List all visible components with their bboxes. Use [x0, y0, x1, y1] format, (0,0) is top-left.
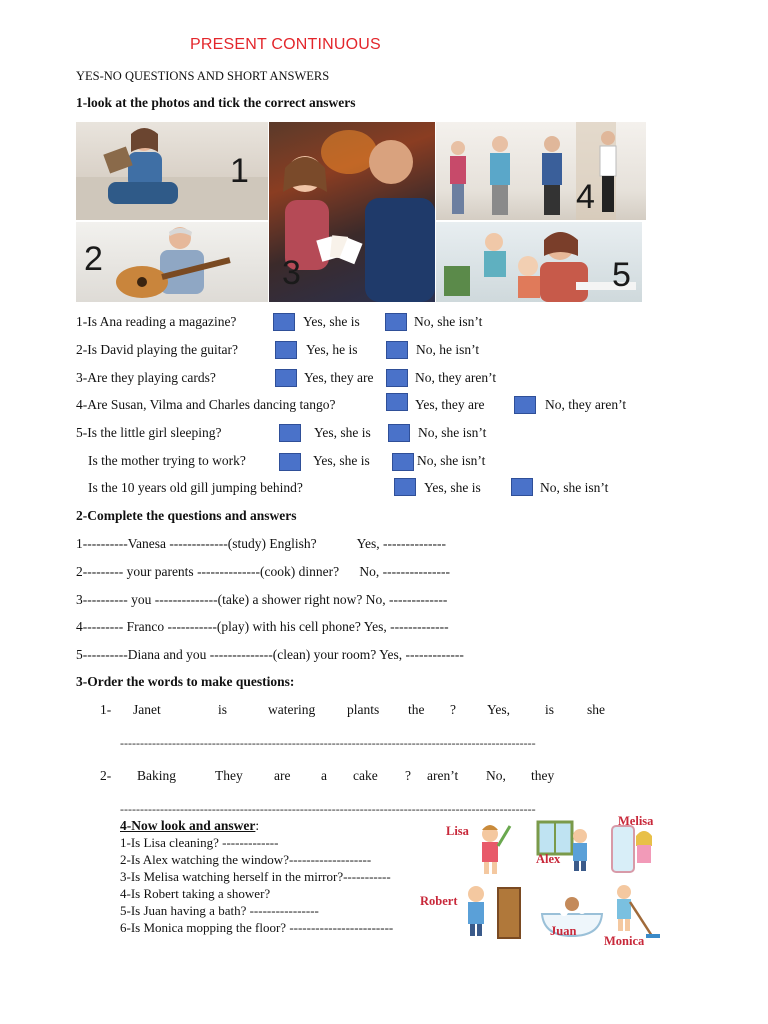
checkbox-q1-no[interactable] — [385, 313, 407, 331]
section4-heading-wrap — [120, 818, 259, 834]
word: a — [321, 768, 327, 783]
word: plants — [347, 702, 380, 717]
answer-q2-yes: Yes, he is — [306, 342, 358, 357]
answer-q5-yes: Yes, she is — [314, 425, 371, 440]
question-3: 3-Are they playing cards? — [76, 370, 216, 385]
answer-line-1[interactable]: -------------------------------------------------------------------------------------------------------- — [120, 736, 536, 750]
question-5: 5-Is the little girl sleeping? — [76, 425, 222, 440]
checkbox-q3-yes[interactable] — [275, 369, 297, 387]
answer-q2-no: No, he isn’t — [416, 342, 480, 357]
word: ? — [405, 768, 411, 783]
word: Janet — [133, 702, 161, 717]
photo-number-1: 1 — [230, 152, 249, 190]
answer-q6-no: No, she isn’t — [417, 453, 486, 468]
photo-man-guitar — [76, 222, 268, 302]
answer-q4-no: No, they aren’t — [545, 397, 627, 412]
question-6: Is the mother trying to work? — [88, 453, 246, 468]
checkbox-q5-no[interactable] — [388, 424, 410, 442]
look-question-5: 5-Is Juan having a bath? ---------------- — [120, 903, 319, 918]
chores-illustration — [414, 812, 678, 946]
checkbox-q5-yes[interactable] — [279, 424, 301, 442]
complete-line-3: 3---------- you --------------(take) a shower right now? No, ------------- — [76, 592, 448, 607]
page-subtitle: YES-NO QUESTIONS AND SHORT ANSWERS — [76, 69, 330, 83]
checkbox-q2-no[interactable] — [386, 341, 408, 359]
question-7: Is the 10 years old gill jumping behind? — [88, 480, 303, 495]
word: No, — [486, 768, 506, 783]
word: is — [545, 702, 555, 717]
answer-q1-no: No, she isn’t — [414, 314, 483, 329]
answer-q7-no: No, she isn’t — [540, 480, 609, 495]
section4-heading-colon: : — [255, 818, 260, 833]
label-juan: Juan — [550, 924, 577, 938]
answer-q7-yes: Yes, she is — [424, 480, 481, 495]
complete-line-1: 1----------Vanesa -------------(study) English? Yes, -------------- — [76, 536, 446, 551]
word: are — [274, 768, 291, 783]
checkbox-q7-yes[interactable] — [394, 478, 416, 496]
answer-q1-yes: Yes, she is — [303, 314, 360, 329]
label-alex: Alex — [536, 852, 561, 866]
look-question-2: 2-Is Alex watching the window?------------------- — [120, 852, 372, 867]
answer-q6-yes: Yes, she is — [313, 453, 370, 468]
look-question-1: 1-Is Lisa cleaning? ------------- — [120, 835, 279, 850]
word: watering — [268, 702, 316, 717]
page-title: PRESENT CONTINUOUS — [190, 36, 381, 53]
checkbox-q3-no[interactable] — [386, 369, 408, 387]
section2-heading: 2-Complete the questions and answers — [76, 508, 297, 523]
word: Baking — [137, 768, 176, 783]
word: she — [587, 702, 605, 717]
question-4: 4-Are Susan, Vilma and Charles dancing tango? — [76, 397, 336, 412]
complete-line-4: 4--------- Franco -----------(play) with his cell phone? Yes, ------------- — [76, 619, 449, 634]
word: they — [531, 768, 555, 783]
word: Yes, — [487, 702, 511, 717]
look-question-3: 3-Is Melisa watching herself in the mirror?----------- — [120, 869, 391, 884]
checkbox-q7-no[interactable] — [511, 478, 533, 496]
photo-number-3: 3 — [282, 254, 301, 292]
checkbox-q1-yes[interactable] — [273, 313, 295, 331]
photo-number-2: 2 — [84, 240, 103, 278]
photo-number-5: 5 — [612, 256, 631, 294]
complete-line-5: 5----------Diana and you --------------(clean) your room? Yes, ------------- — [76, 647, 464, 662]
photo-collage — [76, 122, 646, 302]
dancing-illustration — [436, 122, 646, 220]
section4-heading: 4-Now look and answer — [120, 818, 256, 833]
checkbox-q6-no[interactable] — [392, 453, 414, 471]
answer-line-2[interactable]: -------------------------------------------------------------------------------------------------------- — [120, 802, 536, 816]
section3-heading: 3-Order the words to make questions: — [76, 674, 295, 689]
label-lisa: Lisa — [446, 824, 469, 838]
look-question-6: 6-Is Monica mopping the floor? ------------------------ — [120, 920, 394, 935]
question-2: 2-Is David playing the guitar? — [76, 342, 238, 357]
checkbox-q6-yes[interactable] — [279, 453, 301, 471]
checkbox-q2-yes[interactable] — [275, 341, 297, 359]
photo-number-4: 4 — [576, 178, 595, 216]
word: the — [408, 702, 425, 717]
answer-q5-no: No, she isn’t — [418, 425, 487, 440]
word: 2- — [100, 768, 112, 783]
answer-q3-yes: Yes, they are — [304, 370, 374, 385]
label-robert: Robert — [420, 894, 458, 908]
photo-dancing — [436, 122, 646, 220]
checkbox-q4-no[interactable] — [514, 396, 536, 414]
answer-q3-no: No, they aren’t — [415, 370, 497, 385]
answer-q4-yes: Yes, they are — [415, 397, 485, 412]
look-question-4: 4-Is Robert taking a shower? — [120, 886, 271, 901]
word: is — [218, 702, 228, 717]
label-monica: Monica — [604, 934, 645, 948]
question-1: 1-Is Ana reading a magazine? — [76, 314, 237, 329]
word: They — [215, 768, 243, 783]
complete-line-2: 2--------- your parents --------------(cook) dinner? No, --------------- — [76, 564, 451, 579]
word: cake — [353, 768, 378, 783]
word: aren’t — [427, 768, 459, 783]
checkbox-q4-yes[interactable] — [386, 393, 408, 411]
word: ? — [450, 702, 456, 717]
label-melisa: Melisa — [618, 814, 654, 828]
man-guitar-illustration — [76, 222, 268, 302]
word: 1- — [100, 702, 112, 717]
section1-heading: 1-look at the photos and tick the correct answers — [76, 95, 356, 110]
